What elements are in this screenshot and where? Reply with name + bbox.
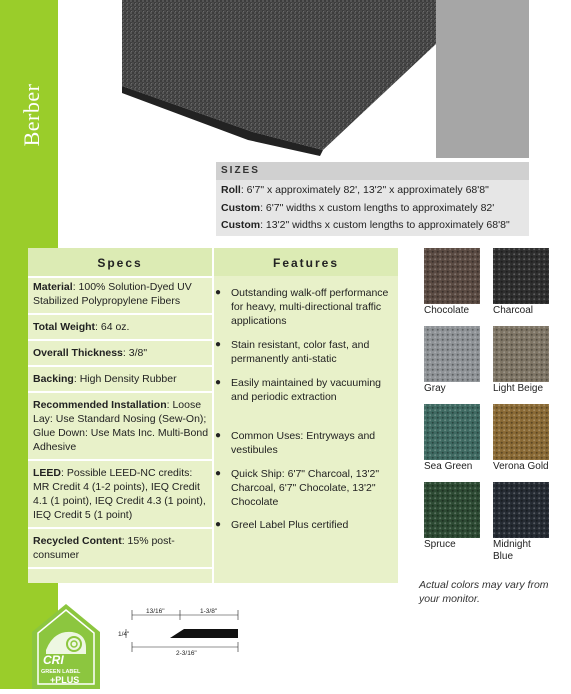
bullet-icon: ● [215,519,222,530]
swatch-label: Light Beige [493,383,544,394]
dim-height: 1/4" [118,631,130,638]
swatch-label: Gray [424,383,446,394]
sizes-title: SIZES [221,165,260,176]
color-disclaimer: Actual colors may vary from your monitor. [419,579,549,605]
swatch-light-beige [493,326,549,382]
features-header: Features [214,248,398,276]
swatch-spruce [424,482,480,538]
swatch-verona-gold [493,404,549,460]
sidebar-title [10,60,54,170]
cri-green-label-plus-logo [30,602,102,689]
sizes-header [216,162,529,180]
spec-installation: Recommended Installation: Loose Lay: Use Standard Nosing (Sew-On); Glue Down: Use Mats Inc. Multi-Bond Adhesive [33,399,209,453]
spec-overall-thickness: Overall Thickness: 3/8" [33,347,148,359]
feature-item: ● Common Uses: Entryways and vestibules [215,430,376,456]
divider [28,391,212,393]
bullet-icon: ● [215,339,222,350]
swatch-chocolate [424,248,480,304]
swatch-gray [424,326,480,382]
swatch-label: Spruce [424,539,456,550]
spec-leed: LEED: Possible LEED-NC credits: MR Credit 4 (1-2 points), IEQ Credit 4.1 (1 point), IEQ Credit 4.3 (1 point), IEQ Credit 5 (1 point) [33,467,206,521]
feature-item: ● Quick Ship: 6'7" Charcoal, 13'2" Charcoal, 6'7" Chocolate, 13'2" Chocolate [215,468,380,508]
divider [28,276,212,278]
spec-material: Material: 100% Solution-Dyed UV Stabilized Polypropylene Fibers [33,281,192,307]
sizes-box [216,162,529,236]
divider [28,339,212,341]
spec-recycled-content: Recycled Content: 15% post-consumer [33,535,175,561]
swatch-label: Chocolate [424,305,470,316]
swatch-label: Sea Green [424,461,473,472]
divider [28,365,212,367]
swatch-sea-green [424,404,480,460]
feature-item: ● Greel Label Plus certified [215,519,349,531]
size-line-roll: Roll: 6'7" x approximately 82', 13'2" x approximately 68'8" [221,184,489,196]
bullet-icon: ● [215,468,222,479]
dim-bottom: 2-3/16" [176,650,197,657]
swatch-label: Charcoal [493,305,534,316]
dim-top-right: 1-3/8" [200,608,218,615]
specs-header: Specs [28,248,212,276]
swatch-midnight-blue [493,482,549,538]
svg-text:GREEN LABEL: GREEN LABEL [41,669,81,675]
feature-item: ● Stain resistant, color fast, and permanently anti-static [215,339,370,365]
product-name: Berber [19,83,44,147]
spec-backing: Backing: High Density Rubber [33,373,177,385]
nosing-diagram [118,608,248,658]
size-line-custom-2: Custom: 13'2" widths x custom lengths to approximately 68'8" [221,219,510,231]
swatch-label: Midnight Blue [493,539,531,562]
swatch-charcoal [493,248,549,304]
divider [28,527,212,529]
size-line-custom-1: Custom: 6'7" widths x custom lengths to approximately 82' [221,202,495,214]
divider [28,567,212,569]
specs-features-panel [28,248,398,583]
spec-total-weight: Total Weight: 64 oz. [33,321,130,333]
dim-top-left: 13/16" [146,608,165,615]
column-divider [212,248,214,583]
bullet-icon: ● [215,430,222,441]
divider [28,313,212,315]
feature-item: ● Easily maintained by vacuuming and periodic extraction [215,377,381,403]
bullet-icon: ● [215,377,222,388]
carpet-photo [58,0,436,158]
feature-item: ● Outstanding walk-off performance for heavy, multi-directional traffic applications [215,287,389,327]
gray-panel [436,0,529,158]
divider [28,459,212,461]
svg-text:+PLUS: +PLUS [50,675,80,685]
bullet-icon: ● [215,287,222,298]
svg-text:CRI: CRI [43,653,64,667]
swatch-label: Verona Gold [493,461,549,472]
